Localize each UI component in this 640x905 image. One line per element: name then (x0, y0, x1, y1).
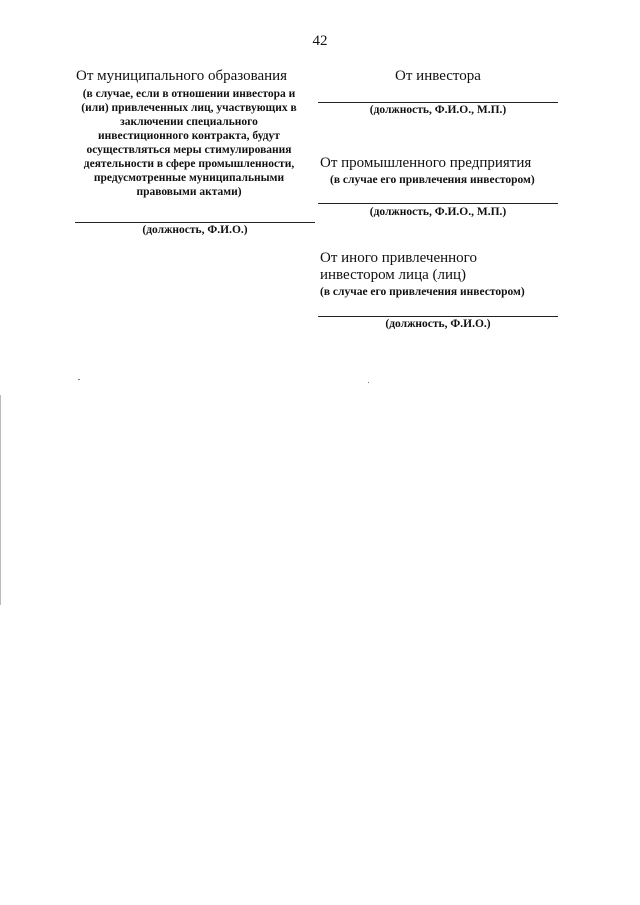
other-party-heading (320, 250, 477, 284)
investor-signature-line (318, 102, 558, 103)
note-line: заключении специального (120, 116, 258, 128)
note-line: (или) привлеченных лиц, участвующих в (81, 102, 297, 114)
municipal-signature-line (75, 222, 315, 223)
municipal-heading: От муниципального образования (76, 68, 288, 84)
heading-line: инвестором лица (лиц) (320, 267, 467, 283)
note-line: правовыми актами) (136, 186, 242, 198)
heading-line: От иного привлеченного (320, 250, 477, 266)
municipal-note (60, 87, 318, 199)
municipal-signature-block (60, 68, 318, 199)
industrial-signature-caption: (должность, Ф.И.О., М.П.) (369, 206, 507, 218)
investor-heading: От инвестора (395, 68, 481, 84)
industrial-heading: От промышленного предприятия (320, 155, 532, 171)
investor-signature-caption: (должность, Ф.И.О., М.П.) (369, 104, 507, 116)
scan-speck (78, 379, 80, 380)
note-line: предусмотренные муниципальными (93, 172, 285, 184)
note-line: (в случае, если в отношении инвестора и (82, 88, 296, 100)
note-line: осуществляться меры стимулирования (86, 144, 292, 156)
other-party-note: (в случае его привлечения инвестором) (320, 286, 525, 298)
other-party-signature-line (318, 316, 558, 317)
scan-speck (368, 382, 369, 383)
other-party-signature-caption: (должность, Ф.И.О.) (385, 318, 491, 330)
municipal-signature-caption: (должность, Ф.И.О.) (142, 224, 248, 236)
industrial-note: (в случае его привлечения инвестором) (330, 174, 535, 186)
note-line: инвестиционного контракта, будут (98, 130, 280, 142)
industrial-signature-line (318, 203, 558, 204)
note-line: деятельности в сфере промышленности, (83, 158, 295, 170)
scan-edge-mark (0, 395, 1, 605)
page-number: 42 (312, 33, 328, 49)
